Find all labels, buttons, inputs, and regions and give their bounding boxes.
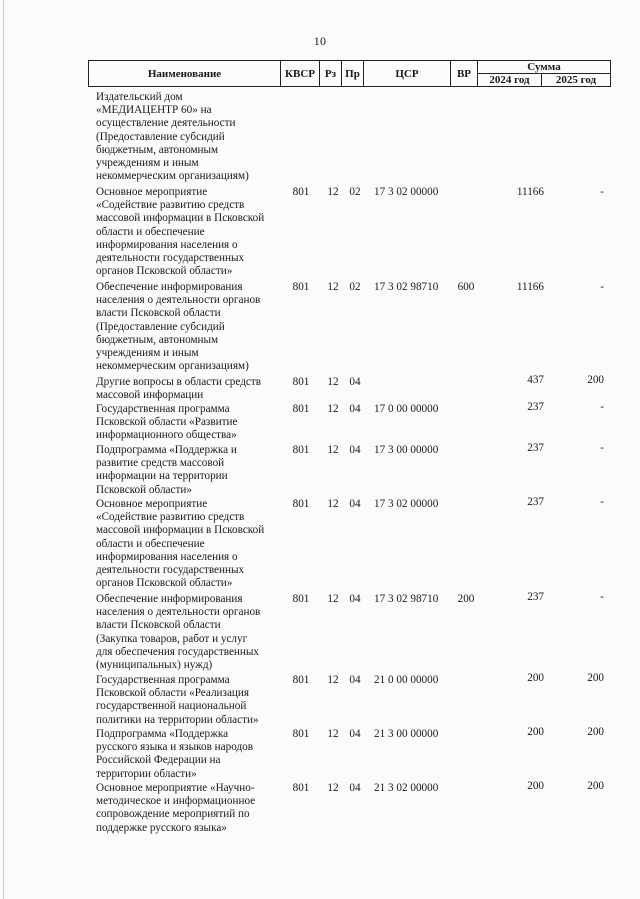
row-kvsr: 801 <box>292 674 310 686</box>
header-kvsr: КВСР <box>281 61 320 86</box>
row-pr: 02 <box>349 186 361 198</box>
row-kvsr: 801 <box>292 403 310 415</box>
row-sum-2025: - <box>600 186 604 198</box>
row-csr: 21 3 02 00000 <box>374 782 439 794</box>
row-kvsr: 801 <box>292 281 310 293</box>
row-sum-2024: 200 <box>527 780 544 792</box>
row-csr: 17 3 02 00000 <box>374 186 439 198</box>
row-name: Обеспечение информирования населения о деятельности органов власти Псковской области (Закупка товаров, работ и услуг для обеспечения государственных (муниципальных) нужд) <box>96 593 261 672</box>
row-csr: 17 3 00 00000 <box>374 444 439 456</box>
row-sum-2025: - <box>600 442 604 454</box>
row-csr: 21 3 00 00000 <box>374 728 439 740</box>
header-pr: Пр <box>342 61 364 86</box>
row-rz: 12 <box>327 782 339 794</box>
row-csr: 17 3 02 98710 <box>374 593 439 605</box>
row-pr: 04 <box>349 498 361 510</box>
row-vr: 200 <box>457 593 475 605</box>
row-csr: 17 3 02 98710 <box>374 281 439 293</box>
header-csr: ЦСР <box>364 61 451 86</box>
row-rz: 12 <box>327 376 339 388</box>
row-sum-2025: - <box>600 496 604 508</box>
row-sum-2025: 200 <box>587 780 604 792</box>
row-sum-2024: 237 <box>527 496 544 508</box>
row-name: Обеспечение информирования населения о деятельности органов власти Псковской области (Предоставление субсидий бюджетным, автономным учреждениям и иным некоммерческим организациям) <box>96 281 261 373</box>
row-name: Основное мероприятие «Содействие развитию средств массовой информации в Псковской области и обеспечение информирования населения о деятельности государственных органов Псковской области» <box>96 498 265 590</box>
header-year-2025: 2025 год <box>555 73 597 86</box>
row-csr: 17 0 00 00000 <box>374 403 439 415</box>
header-rz: Рз <box>320 61 342 86</box>
row-pr: 04 <box>349 782 361 794</box>
row-pr: 04 <box>349 444 361 456</box>
row-kvsr: 801 <box>292 444 310 456</box>
row-vr: 600 <box>457 281 475 293</box>
row-kvsr: 801 <box>292 728 310 740</box>
row-kvsr: 801 <box>292 782 310 794</box>
row-pr: 02 <box>349 281 361 293</box>
row-name: Издательский дом «МЕДИАЦЕНТР 60» на осуществление деятельности (Предоставление субсидий бюджетным, автономным учреждениям и иным некоммерческим организациям) <box>96 91 249 183</box>
row-rz: 12 <box>327 674 339 686</box>
row-sum-2024: 237 <box>527 442 544 454</box>
row-sum-2024: 200 <box>527 672 544 684</box>
row-rz: 12 <box>327 186 339 198</box>
page-number: 10 <box>313 34 327 48</box>
row-sum-2025: - <box>600 281 604 293</box>
row-sum-2024: 11166 <box>516 281 544 293</box>
row-name: Государственная программа Псковской области «Развитие информационного общества» <box>96 403 238 442</box>
row-rz: 12 <box>327 444 339 456</box>
row-rz: 12 <box>327 728 339 740</box>
row-sum-2024: 237 <box>527 591 544 603</box>
row-name: Подпрограмма «Поддержка и развитие средств массовой информации на территории Псковской области» <box>96 444 237 496</box>
header-year-2024: 2024 год <box>478 73 542 86</box>
row-name: Основное мероприятие «Содействие развитию средств массовой информации в Псковской области и обеспечение информирования населения о деятельности государственных органов Псковской области» <box>96 186 265 278</box>
row-rz: 12 <box>327 281 339 293</box>
row-sum-2025: 200 <box>587 374 604 386</box>
row-rz: 12 <box>327 403 339 415</box>
row-sum-2025: - <box>600 591 604 603</box>
row-name: Другие вопросы в области средств массовой информации <box>96 376 262 402</box>
row-rz: 12 <box>327 593 339 605</box>
row-csr: 21 0 00 00000 <box>374 674 439 686</box>
row-csr: 17 3 02 00000 <box>374 498 439 510</box>
header-vr: ВР <box>451 61 478 86</box>
row-name: Государственная программа Псковской области «Реализация государственной национальной политики на территории области» <box>96 674 259 726</box>
row-kvsr: 801 <box>292 498 310 510</box>
row-sum-2025: - <box>600 401 604 413</box>
header-name: Наименование <box>89 61 281 86</box>
row-pr: 04 <box>349 728 361 740</box>
row-sum-2024: 11166 <box>516 186 544 198</box>
row-kvsr: 801 <box>292 593 310 605</box>
row-name: Основное мероприятие «Научно- методическое и информационное сопровождение мероприятий по поддержке русского языка» <box>96 782 256 834</box>
row-rz: 12 <box>327 498 339 510</box>
row-pr: 04 <box>349 376 361 388</box>
row-kvsr: 801 <box>292 376 310 388</box>
row-pr: 04 <box>349 674 361 686</box>
row-kvsr: 801 <box>292 186 310 198</box>
row-sum-2024: 237 <box>527 401 544 413</box>
row-name: Подпрограмма «Поддержка русского языка и языков народов Российской Федерации на территории области» <box>96 728 254 780</box>
row-sum-2025: 200 <box>587 672 604 684</box>
row-sum-2024: 200 <box>527 726 544 738</box>
header-sum: Сумма <box>478 61 610 74</box>
row-sum-2024: 437 <box>527 374 544 386</box>
row-pr: 04 <box>349 593 361 605</box>
row-pr: 04 <box>349 403 361 415</box>
row-sum-2025: 200 <box>587 726 604 738</box>
